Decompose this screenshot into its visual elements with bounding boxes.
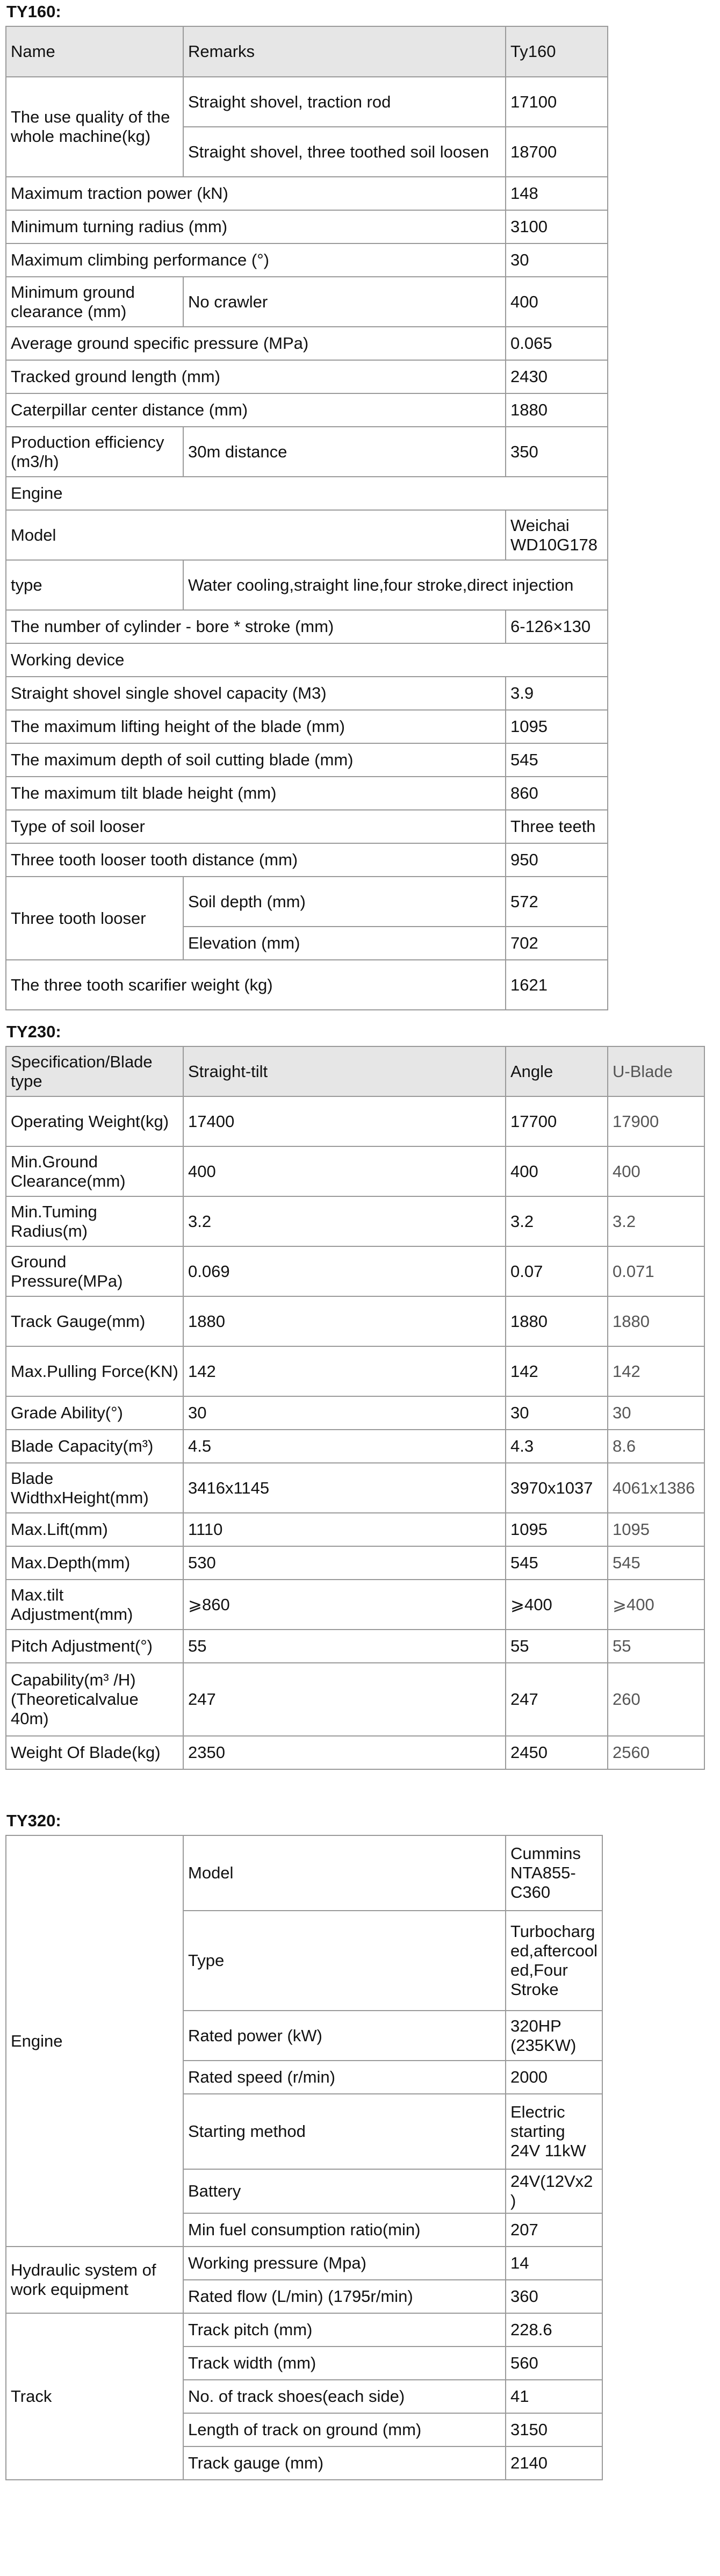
cell-angle: 545 [506, 1546, 608, 1580]
row-value: Three teeth [506, 810, 608, 843]
row-name: Three tooth looser [6, 877, 183, 960]
row-name: The number of cylinder - bore * stroke (mm) [6, 610, 506, 643]
row-value: 1880 [506, 393, 608, 427]
row-value: 560 [506, 2347, 602, 2380]
row-remark: Water cooling,straight line,four stroke,direct injection [183, 560, 608, 610]
row-name: Average ground specific pressure (MPa) [6, 327, 506, 360]
cell-straight-tilt: 17400 [183, 1096, 506, 1146]
row-value: 228.6 [506, 2313, 602, 2347]
row-remark: Elevation (mm) [183, 927, 506, 960]
row-name: Type [183, 1911, 506, 2011]
row-name: Minimum ground clearance (mm) [6, 277, 183, 327]
row-name: type [6, 560, 183, 610]
row-name: No. of track shoes(each side) [183, 2380, 506, 2413]
row-value: 2000 [506, 2061, 602, 2094]
row-name: Rated power (kW) [183, 2011, 506, 2061]
row-name: Three tooth looser tooth distance (mm) [6, 843, 506, 877]
row-value: 2140 [506, 2446, 602, 2480]
row-value: 1095 [506, 710, 608, 743]
cell-angle: 3.2 [506, 1196, 608, 1246]
table-row [6, 1430, 704, 1463]
row-name: Length of track on ground (mm) [183, 2413, 506, 2446]
row-name: Battery [183, 2169, 506, 2213]
cell-u-blade: 1095 [608, 1513, 704, 1546]
table-row [6, 1346, 704, 1396]
row-value: 702 [506, 927, 608, 960]
cell-angle: ⩾400 [506, 1580, 608, 1630]
cell-straight-tilt: 0.069 [183, 1246, 506, 1296]
row-value: 572 [506, 877, 608, 927]
table-header-row [6, 1046, 704, 1096]
table-row [6, 1096, 704, 1146]
cell-angle: 247 [506, 1663, 608, 1736]
table-row [6, 2313, 602, 2347]
table-row [6, 560, 608, 610]
row-remark: 30m distance [183, 427, 506, 477]
ty230-table [5, 1046, 705, 1770]
cell-straight-tilt: ⩾860 [183, 1580, 506, 1630]
table-row [6, 1146, 704, 1196]
row-name: The maximum lifting height of the blade (mm) [6, 710, 506, 743]
table-row [6, 1630, 704, 1663]
cell-u-blade: 55 [608, 1630, 704, 1663]
row-value: 860 [506, 777, 608, 810]
row-name: Maximum traction power (kN) [6, 177, 506, 210]
cell-angle: 0.07 [506, 1246, 608, 1296]
cell-u-blade: 2560 [608, 1736, 704, 1769]
row-name: Max.Depth(mm) [6, 1546, 183, 1580]
row-name: Capability(m³ /H)(Theoreticalvalue 40m) [6, 1663, 183, 1736]
cell-straight-tilt: 142 [183, 1346, 506, 1396]
row-value: 3.9 [506, 677, 608, 710]
table-row [6, 1835, 602, 1911]
cell-straight-tilt: 3416x1145 [183, 1463, 506, 1513]
table-row [6, 677, 608, 710]
ty160-table [5, 26, 608, 1010]
table-row [6, 393, 608, 427]
table-row [6, 1196, 704, 1246]
cell-angle: 2450 [506, 1736, 608, 1769]
cell-straight-tilt: 4.5 [183, 1430, 506, 1463]
table-row [6, 177, 608, 210]
table-row [6, 1246, 704, 1296]
header-cell: U-Blade [608, 1046, 704, 1096]
row-name: Working pressure (Mpa) [183, 2247, 506, 2280]
row-name: Rated speed (r/min) [183, 2061, 506, 2094]
table-row [6, 643, 608, 677]
row-name: Straight shovel single shovel capacity (M3) [6, 677, 506, 710]
cell-u-blade: 1880 [608, 1296, 704, 1346]
table-row [6, 243, 608, 277]
row-value: 17100 [506, 77, 608, 127]
row-name: Min.Ground Clearance(mm) [6, 1146, 183, 1196]
cell-u-blade: 8.6 [608, 1430, 704, 1463]
row-name: Track gauge (mm) [183, 2446, 506, 2480]
row-name: Max.tilt Adjustment(mm) [6, 1580, 183, 1630]
cell-angle: 3970x1037 [506, 1463, 608, 1513]
ty230-title: TY230: [6, 1022, 61, 1041]
row-value: 3150 [506, 2413, 602, 2446]
ty320-title: TY320: [6, 1811, 61, 1830]
row-value: 3100 [506, 210, 608, 243]
row-value: 950 [506, 843, 608, 877]
table-row [6, 610, 608, 643]
cell-straight-tilt: 55 [183, 1630, 506, 1663]
row-value: Cummins NTA855-C360 [506, 1835, 602, 1911]
header-cell: Angle [506, 1046, 608, 1096]
row-name: Minimum turning radius (mm) [6, 210, 506, 243]
cell-angle: 142 [506, 1346, 608, 1396]
group-label-engine: Engine [6, 1835, 183, 2247]
row-value: 2430 [506, 360, 608, 393]
row-remark: Straight shovel, three toothed soil loosen [183, 127, 506, 177]
table-row [6, 743, 608, 777]
cell-straight-tilt: 400 [183, 1146, 506, 1196]
row-value: 6-126×130 [506, 610, 608, 643]
row-name: Production efficiency (m3/h) [6, 427, 183, 477]
cell-u-blade: 545 [608, 1546, 704, 1580]
row-name: Min fuel consumption ratio(min) [183, 2213, 506, 2247]
row-name: Track width (mm) [183, 2347, 506, 2380]
table-row [6, 1546, 704, 1580]
group-label-hydraulic: Hydraulic system of work equipment [6, 2247, 183, 2313]
row-value: Electric starting 24V 11kW [506, 2094, 602, 2169]
row-value: 545 [506, 743, 608, 777]
table-row [6, 360, 608, 393]
row-name: Starting method [183, 2094, 506, 2169]
row-name: Operating Weight(kg) [6, 1096, 183, 1146]
row-value: 1621 [506, 960, 608, 1010]
row-name: Max.Pulling Force(KN) [6, 1346, 183, 1396]
row-value: 14 [506, 2247, 602, 2280]
row-remark: Straight shovel, traction rod [183, 77, 506, 127]
row-value: Weichai WD10G178 [506, 510, 608, 560]
table-row [6, 1513, 704, 1546]
cell-u-blade: 4061x1386 [608, 1463, 704, 1513]
row-name: The three tooth scarifier weight (kg) [6, 960, 506, 1010]
table-header-row [6, 26, 608, 77]
row-name: Ground Pressure(MPa) [6, 1246, 183, 1296]
table-row [6, 960, 608, 1010]
cell-straight-tilt: 1110 [183, 1513, 506, 1546]
row-value: 350 [506, 427, 608, 477]
cell-u-blade: 260 [608, 1663, 704, 1736]
header-cell: Straight-tilt [183, 1046, 506, 1096]
row-value: 360 [506, 2280, 602, 2313]
row-value: 207 [506, 2213, 602, 2247]
row-name: Model [6, 510, 506, 560]
row-name: Caterpillar center distance (mm) [6, 393, 506, 427]
cell-straight-tilt: 3.2 [183, 1196, 506, 1246]
cell-angle: 55 [506, 1630, 608, 1663]
table-row [6, 710, 608, 743]
row-name: Tracked ground length (mm) [6, 360, 506, 393]
cell-u-blade: 400 [608, 1146, 704, 1196]
table-row [6, 277, 608, 327]
row-value: Turbocharged,aftercooled,Four Stroke [506, 1911, 602, 2011]
section-label-working-device: Working device [6, 643, 608, 677]
row-name: The maximum tilt blade height (mm) [6, 777, 506, 810]
cell-straight-tilt: 2350 [183, 1736, 506, 1769]
header-cell: Specification/Blade type [6, 1046, 183, 1096]
row-value: 24V(12Vx2) [506, 2169, 602, 2213]
cell-angle: 17700 [506, 1096, 608, 1146]
cell-angle: 1880 [506, 1296, 608, 1346]
row-name: Maximum climbing performance (°) [6, 243, 506, 277]
row-name: Weight Of Blade(kg) [6, 1736, 183, 1769]
cell-straight-tilt: 1880 [183, 1296, 506, 1346]
row-name: Blade Capacity(m³) [6, 1430, 183, 1463]
row-name: Type of soil looser [6, 810, 506, 843]
table-row [6, 477, 608, 510]
row-name: Track pitch (mm) [183, 2313, 506, 2347]
table-row [6, 1396, 704, 1430]
table-row [6, 427, 608, 477]
cell-angle: 4.3 [506, 1430, 608, 1463]
row-name: Pitch Adjustment(°) [6, 1630, 183, 1663]
row-value: 320HP (235KW) [506, 2011, 602, 2061]
cell-u-blade: 0.071 [608, 1246, 704, 1296]
table-row [6, 810, 608, 843]
cell-straight-tilt: 30 [183, 1396, 506, 1430]
table-row [6, 777, 608, 810]
row-remark: No crawler [183, 277, 506, 327]
row-name: The maximum depth of soil cutting blade (mm) [6, 743, 506, 777]
row-name: Blade WidthxHeight(mm) [6, 1463, 183, 1513]
section-label-engine: Engine [6, 477, 608, 510]
row-name: Max.Lift(mm) [6, 1513, 183, 1546]
row-value: 148 [506, 177, 608, 210]
row-name: Model [183, 1835, 506, 1911]
row-name: Grade Ability(°) [6, 1396, 183, 1430]
row-value: 18700 [506, 127, 608, 177]
cell-straight-tilt: 247 [183, 1663, 506, 1736]
cell-angle: 1095 [506, 1513, 608, 1546]
table-row [6, 1663, 704, 1736]
table-row [6, 2247, 602, 2280]
cell-u-blade: 3.2 [608, 1196, 704, 1246]
table-row [6, 877, 608, 927]
ty160-title: TY160: [6, 2, 61, 21]
row-name: Min.Tuming Radius(m) [6, 1196, 183, 1246]
table-row [6, 327, 608, 360]
row-name: Rated flow (L/min) (1795r/min) [183, 2280, 506, 2313]
row-name: The use quality of the whole machine(kg) [6, 77, 183, 177]
table-row [6, 1296, 704, 1346]
cell-straight-tilt: 530 [183, 1546, 506, 1580]
cell-angle: 400 [506, 1146, 608, 1196]
header-cell: Remarks [183, 26, 506, 77]
table-row [6, 1580, 704, 1630]
header-cell: Name [6, 26, 183, 77]
row-name: Track Gauge(mm) [6, 1296, 183, 1346]
ty320-table [5, 1835, 603, 2480]
table-row [6, 510, 608, 560]
cell-angle: 30 [506, 1396, 608, 1430]
table-row [6, 1463, 704, 1513]
table-row [6, 843, 608, 877]
row-value: 41 [506, 2380, 602, 2413]
row-value: 30 [506, 243, 608, 277]
cell-u-blade: 17900 [608, 1096, 704, 1146]
cell-u-blade: 142 [608, 1346, 704, 1396]
table-row [6, 77, 608, 127]
table-row [6, 1736, 704, 1769]
row-value: 400 [506, 277, 608, 327]
group-label-track: Track [6, 2313, 183, 2480]
cell-u-blade: ⩾400 [608, 1580, 704, 1630]
cell-u-blade: 30 [608, 1396, 704, 1430]
header-cell: Ty160 [506, 26, 608, 77]
row-remark: Soil depth (mm) [183, 877, 506, 927]
row-value: 0.065 [506, 327, 608, 360]
table-row [6, 210, 608, 243]
